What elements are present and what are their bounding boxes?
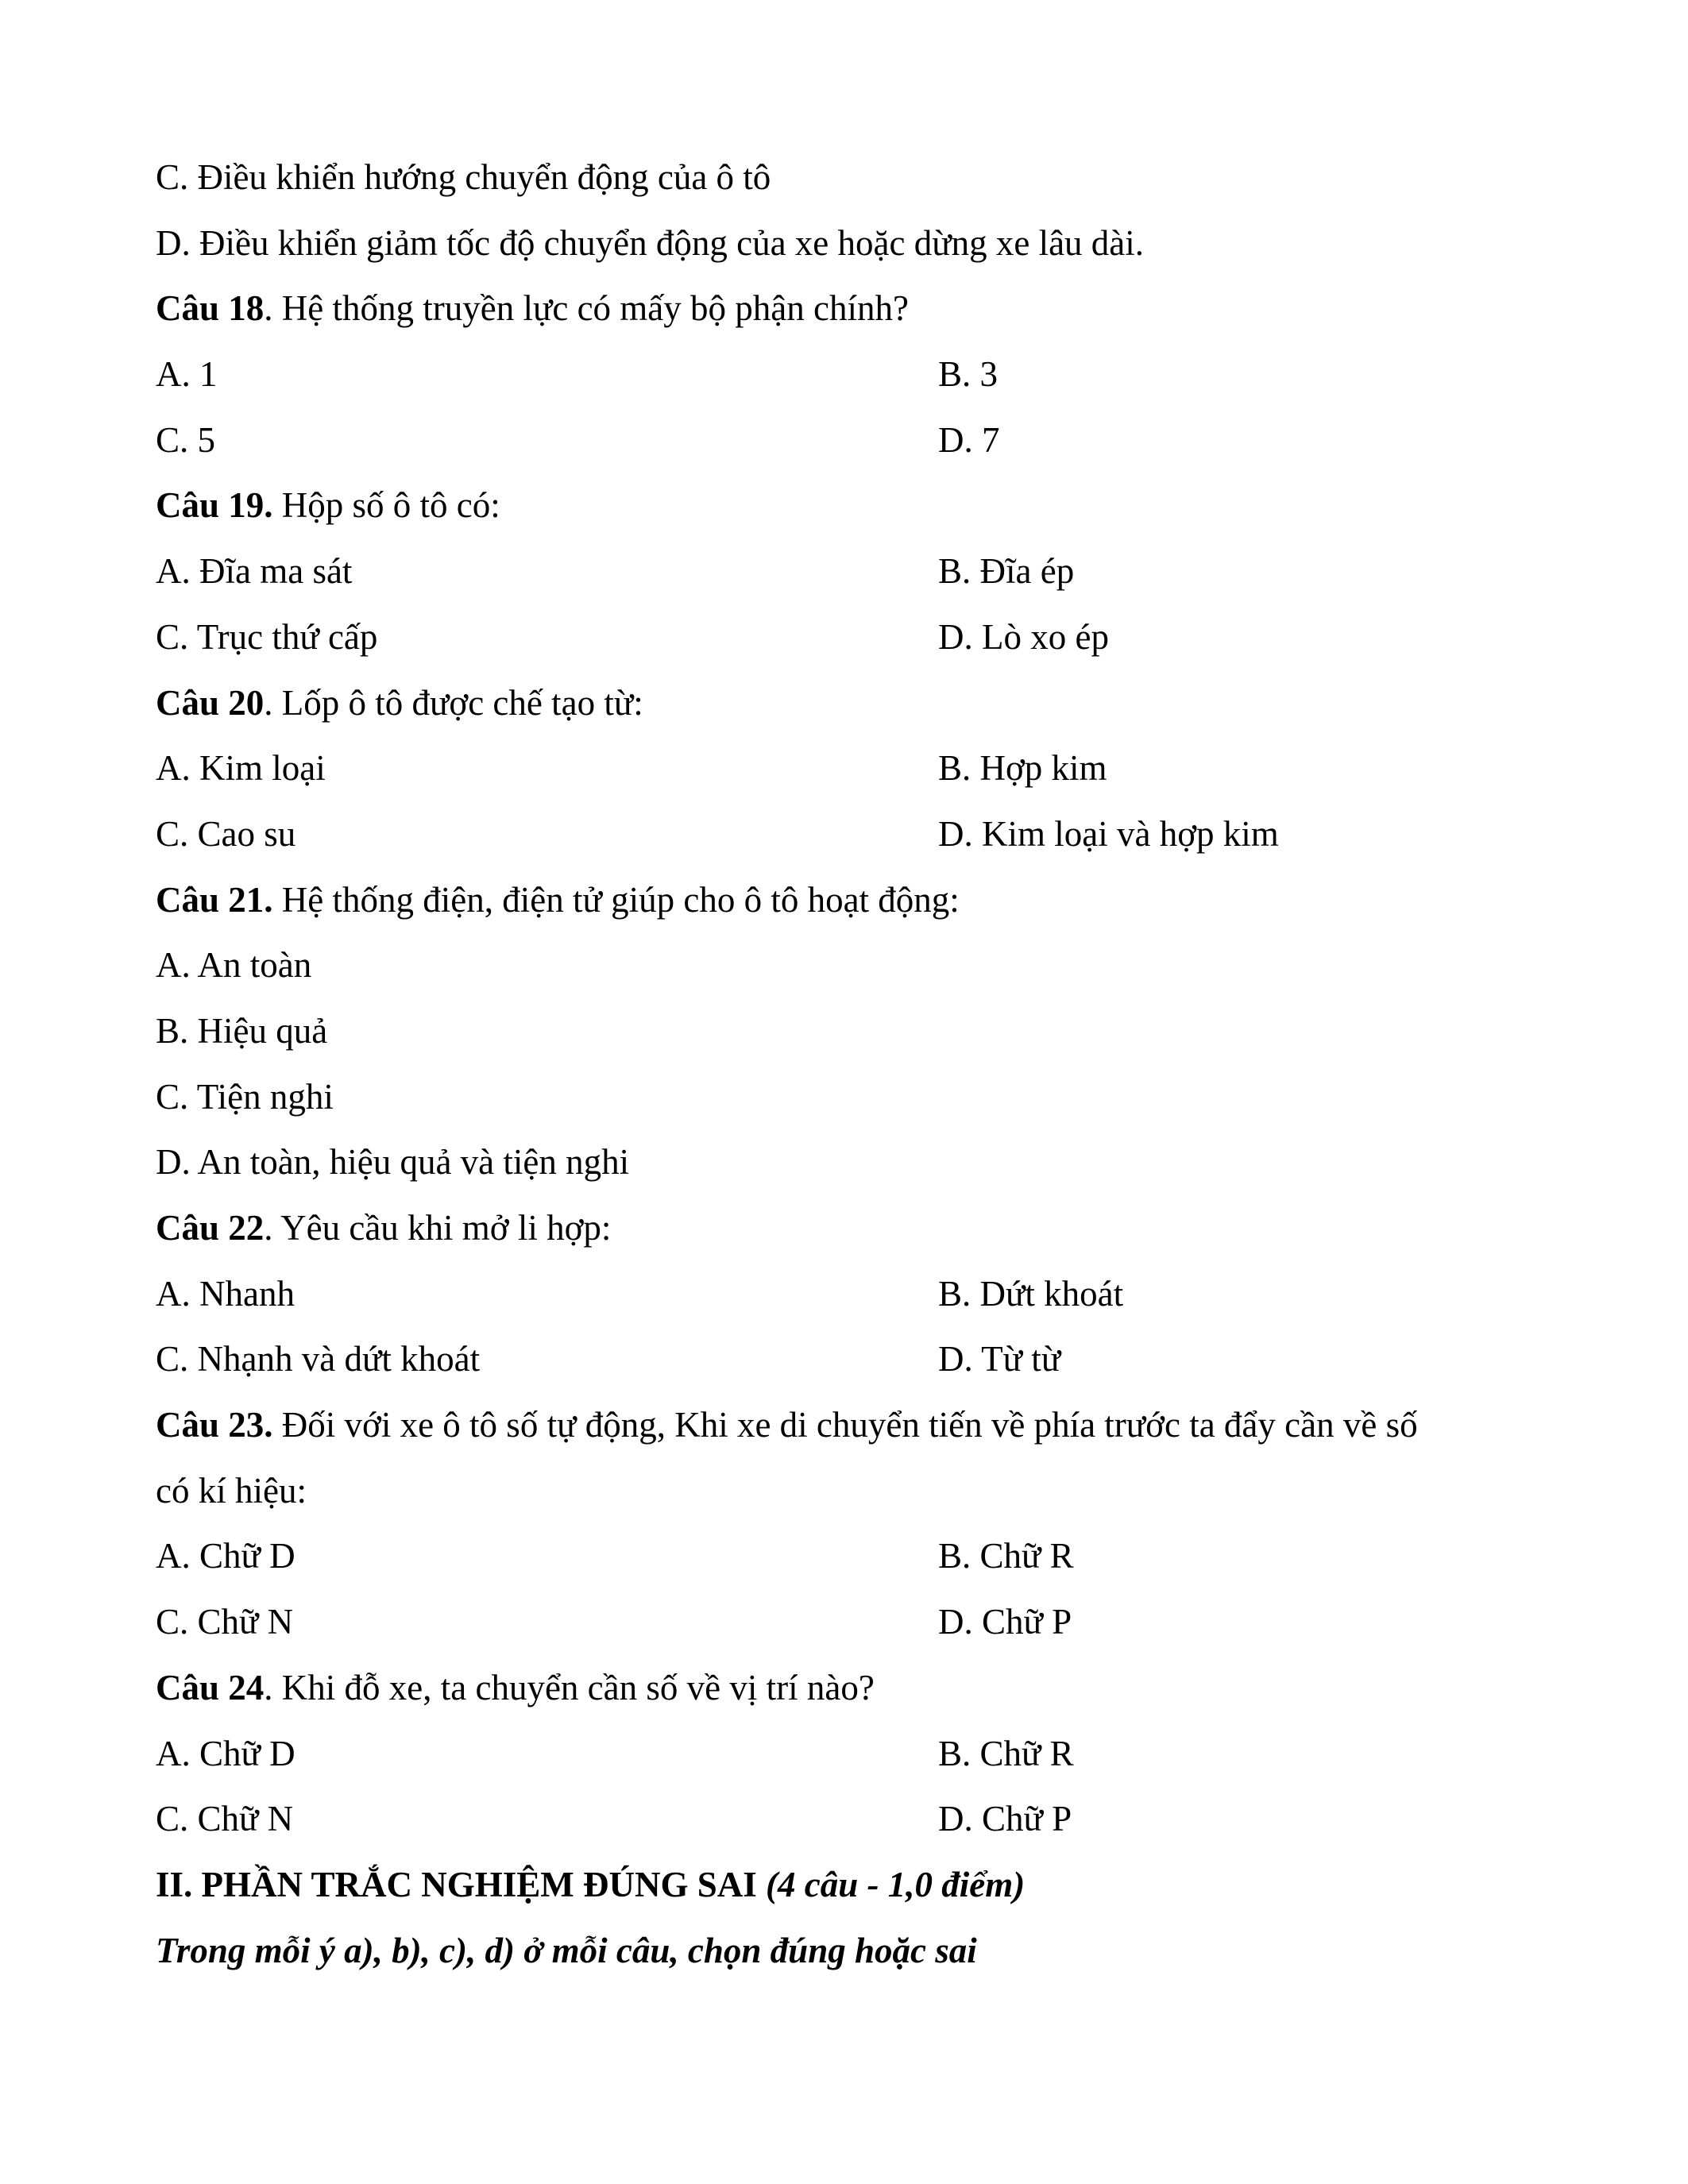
question-text: Yêu cầu khi mở li hợp:	[280, 1208, 612, 1248]
section-title: II. PHẦN TRẮC NGHIỆM ĐÚNG SAI	[156, 1864, 757, 1904]
text-line	[156, 1064, 1554, 1130]
text-line	[156, 1129, 1554, 1195]
question-number: Câu 23.	[156, 1405, 273, 1445]
option-a: C. Nhạnh và dứt khoát	[156, 1339, 481, 1379]
text-line	[156, 210, 1554, 276]
option-a: A. Kim loại	[156, 748, 326, 789]
answer-options-row	[156, 538, 1554, 604]
section-points: (4 câu - 1,0 điểm)	[766, 1864, 1026, 1904]
answer-options-row	[156, 341, 1554, 407]
text-line	[156, 1458, 1554, 1524]
question-line	[156, 473, 1554, 538]
option-b: D. Lò xo ép	[938, 616, 1109, 657]
line-text: C. Tiện nghi	[156, 1076, 334, 1117]
question-line	[156, 1195, 1554, 1261]
option-a: C. 5	[156, 419, 216, 460]
text-line	[156, 998, 1554, 1064]
section-instruction	[156, 1918, 1554, 1984]
line-text: D. An toàn, hiệu quả và tiện nghi	[156, 1142, 630, 1183]
question-separator	[273, 1405, 282, 1445]
question-number: Câu 24	[156, 1667, 265, 1707]
option-b: B. Đĩa ép	[938, 551, 1075, 592]
question-separator	[273, 485, 282, 525]
answer-options-row	[156, 1589, 1554, 1655]
answer-options-row	[156, 735, 1554, 801]
option-b: B. Chữ R	[938, 1536, 1074, 1576]
option-a: C. Chữ N	[156, 1799, 294, 1839]
question-separator: .	[264, 1667, 282, 1707]
line-text: B. Hiệu quả	[156, 1010, 328, 1051]
question-text: Lốp ô tô được chế tạo từ:	[281, 682, 643, 723]
instruction-text: Trong mỗi ý a), b), c), d) ở mỗi câu, chọn đúng hoặc sai	[156, 1930, 977, 1970]
question-line	[156, 1655, 1554, 1721]
option-b: B. Dứt khoát	[938, 1273, 1124, 1314]
line-text: C. Điều khiển hướng chuyển động của ô tô	[156, 157, 771, 197]
document-page	[156, 145, 1554, 1983]
line-text: có kí hiệu:	[156, 1470, 307, 1511]
option-a: C. Cao su	[156, 813, 296, 854]
answer-options-row	[156, 1523, 1554, 1589]
question-text: Hộp số ô tô có:	[281, 485, 500, 526]
question-separator: .	[264, 288, 282, 329]
text-line	[156, 145, 1554, 210]
question-number: Câu 20	[156, 682, 265, 723]
section-heading	[156, 1852, 1554, 1918]
option-b: B. Chữ R	[938, 1733, 1074, 1773]
option-a: A. Đĩa ma sát	[156, 551, 353, 592]
section-separator	[757, 1865, 766, 1904]
option-b: B. Hợp kim	[938, 748, 1107, 789]
answer-options-row	[156, 1326, 1554, 1392]
question-line	[156, 670, 1554, 736]
text-line	[156, 932, 1554, 998]
answer-options-row	[156, 407, 1554, 473]
line-text: D. Điều khiển giảm tốc độ chuyển động của xe hoặc dừng xe lâu dài.	[156, 222, 1145, 263]
question-line	[156, 276, 1554, 341]
question-number: Câu 18	[156, 288, 265, 329]
answer-options-row	[156, 1721, 1554, 1787]
option-b: D. Kim loại và hợp kim	[938, 813, 1279, 854]
question-text: Hệ thống truyền lực có mấy bộ phận chính?	[281, 288, 909, 329]
question-text: Đối với xe ô tô số tự động, Khi xe di chuyển tiến về phía trước ta đẩy cần về số	[281, 1405, 1418, 1445]
option-a: A. 1	[156, 354, 218, 395]
option-b: D. Chữ P	[938, 1602, 1072, 1642]
question-text: Khi đỗ xe, ta chuyển cần số về vị trí nào?	[281, 1667, 875, 1707]
question-separator	[273, 880, 282, 920]
option-a: A. Nhanh	[156, 1273, 295, 1314]
answer-options-row	[156, 1261, 1554, 1327]
option-a: A. Chữ D	[156, 1733, 295, 1773]
question-number: Câu 22	[156, 1208, 265, 1248]
question-line	[156, 867, 1554, 933]
option-a: C. Chữ N	[156, 1602, 294, 1642]
question-text: Hệ thống điện, điện tử giúp cho ô tô hoạt động:	[281, 879, 960, 920]
question-separator: .	[264, 1208, 281, 1248]
question-separator: .	[264, 682, 282, 723]
question-number: Câu 21.	[156, 879, 273, 920]
question-number: Câu 19.	[156, 485, 273, 526]
option-a: A. Chữ D	[156, 1536, 295, 1576]
option-b: D. Chữ P	[938, 1799, 1072, 1839]
answer-options-row	[156, 604, 1554, 670]
option-a: C. Trục thứ cấp	[156, 616, 378, 657]
option-b: D. Từ từ	[938, 1339, 1061, 1379]
answer-options-row	[156, 801, 1554, 867]
option-b: D. 7	[938, 419, 1000, 460]
option-b: B. 3	[938, 354, 999, 395]
answer-options-row	[156, 1786, 1554, 1852]
question-line	[156, 1392, 1554, 1458]
line-text: A. An toàn	[156, 945, 312, 986]
